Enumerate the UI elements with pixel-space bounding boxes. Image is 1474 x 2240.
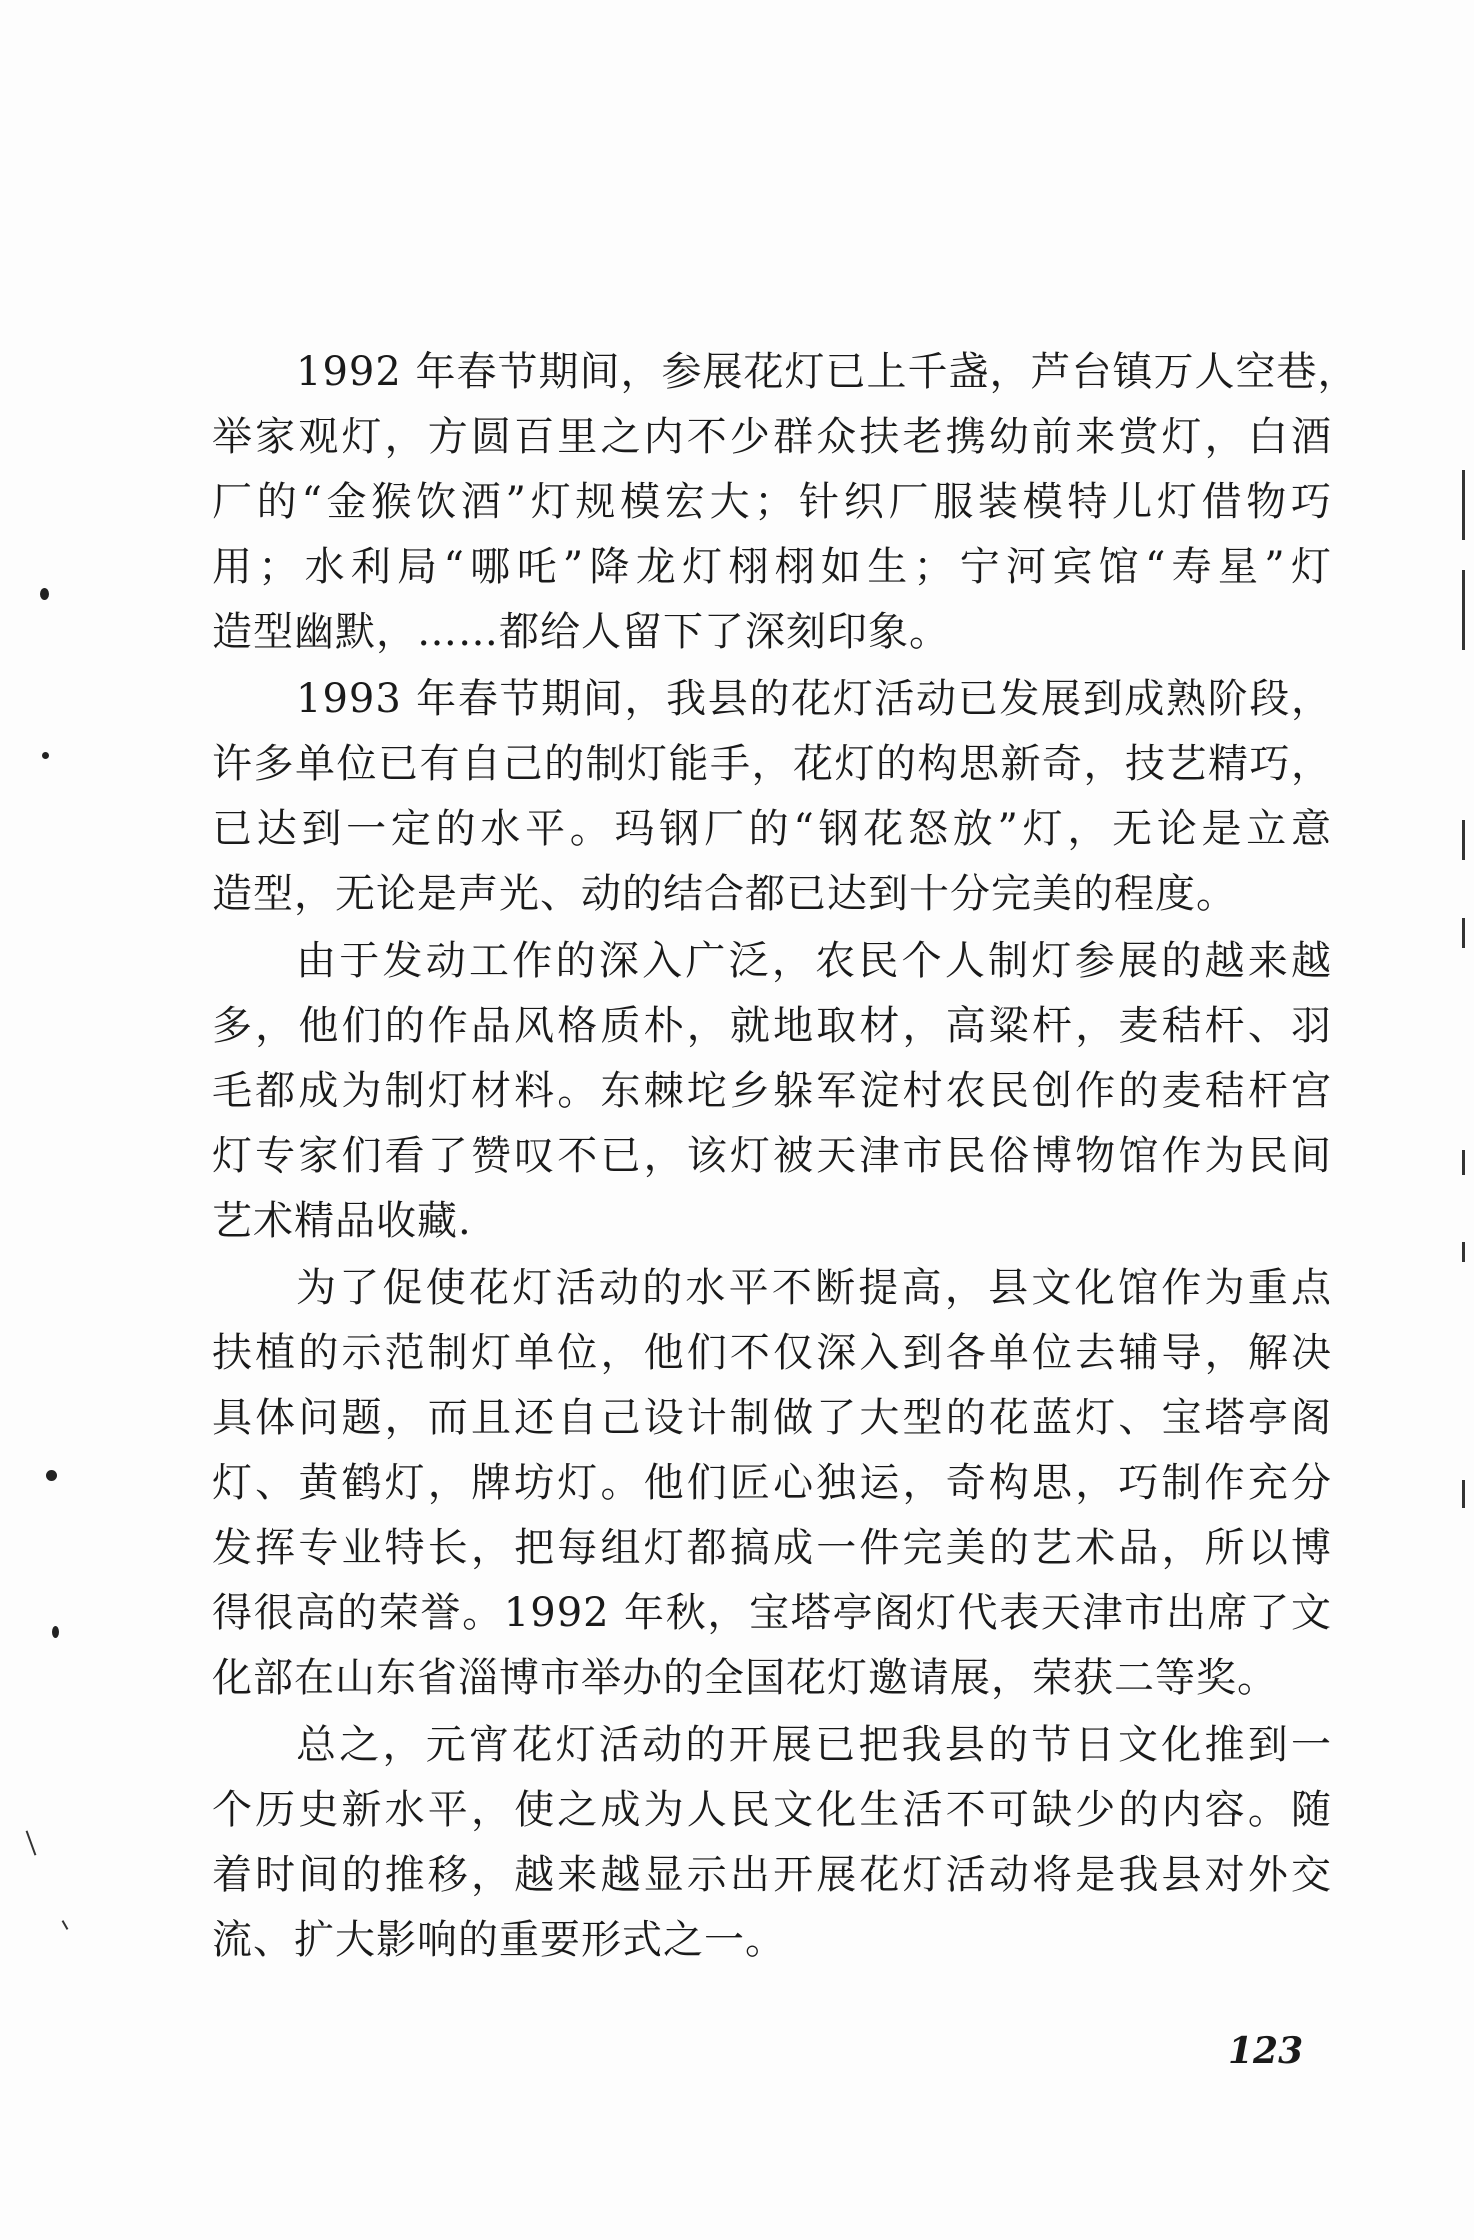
- scan-speck: [42, 752, 49, 759]
- paragraph-4-line-1: 为了促使花灯活动的水平不断提高，县文化馆作为重点: [296, 1265, 1332, 1311]
- page-number: 123: [1228, 2030, 1304, 2072]
- paragraph-1-line-2: 举家观灯，方圆百里之内不少群众扶老携幼前来赏灯，白酒: [212, 414, 1332, 460]
- paragraph-3-line-3: 毛都成为制灯材料。东棘坨乡躲军淀村农民创作的麦秸杆宫: [212, 1068, 1332, 1114]
- paragraph-5-line-1: 总之，元宵花灯活动的开展已把我县的节日文化推到一: [296, 1722, 1332, 1768]
- paragraph-3-line-5: 艺术精品收藏.: [212, 1198, 472, 1244]
- paragraph-4-line-7: 化部在山东省淄博市举办的全国花灯邀请展，荣获二等奖。: [212, 1655, 1278, 1701]
- paragraph-2-line-2: 许多单位已有自己的制灯能手，花灯的构思新奇，技艺精巧，: [212, 741, 1332, 787]
- scan-edge-mark: [1462, 1480, 1465, 1508]
- scan-speck: [52, 1626, 59, 1638]
- paragraph-3-line-2: 多，他们的作品风格质朴，就地取材，高粱杆，麦秸杆、羽: [212, 1003, 1332, 1049]
- paragraph-4-line-3: 具体问题，而且还自己设计制做了大型的花蓝灯、宝塔亭阁: [212, 1395, 1332, 1441]
- paragraph-1-line-3: 厂的“金猴饮酒”灯规模宏大；针织厂服装模特儿灯借物巧: [212, 479, 1332, 525]
- scan-streak: [62, 1920, 69, 1930]
- paragraph-2-line-4: 造型，无论是声光、动的结合都已达到十分完美的程度。: [212, 871, 1237, 917]
- scan-streak: [26, 1830, 37, 1855]
- scan-edge-mark: [1462, 918, 1465, 948]
- paragraph-4-line-6: 得很高的荣誉。1992 年秋，宝塔亭阁灯代表天津市出席了文: [212, 1590, 1332, 1636]
- scan-edge-mark: [1462, 1150, 1465, 1175]
- paragraph-4-line-5: 发挥专业特长，把每组灯都搞成一件完美的艺术品，所以博: [212, 1525, 1332, 1571]
- paragraph-4-line-2: 扶植的示范制灯单位，他们不仅深入到各单位去辅导，解决: [212, 1330, 1332, 1376]
- paragraph-3-line-1: 由于发动工作的深入广泛，农民个人制灯参展的越来越: [296, 938, 1332, 984]
- body-text: [212, 340, 1359, 1973]
- scan-speck: [40, 588, 49, 600]
- paragraph-2-line-1: 1993 年春节期间，我县的花灯活动已发展到成熟阶段，: [296, 676, 1332, 722]
- scan-speck: [46, 1470, 57, 1481]
- scan-edge-mark: [1462, 470, 1465, 540]
- paragraph-4-line-4: 灯、黄鹤灯，牌坊灯。他们匠心独运，奇构思，巧制作充分: [212, 1460, 1332, 1506]
- scan-edge-mark: [1462, 570, 1465, 650]
- scan-edge-mark: [1462, 1242, 1465, 1262]
- paragraph-5-line-3: 着时间的推移，越来越显示出开展花灯活动将是我县对外交: [212, 1852, 1332, 1898]
- scan-edge-mark: [1462, 820, 1465, 860]
- paragraph-5-line-2: 个历史新水平，使之成为人民文化生活不可缺少的内容。随: [212, 1787, 1332, 1833]
- paragraph-2-line-3: 已达到一定的水平。玛钢厂的“钢花怒放”灯，无论是立意: [212, 806, 1332, 852]
- paragraph-1-line-4: 用；水利局“哪吒”降龙灯栩栩如生；宁河宾馆“寿星”灯: [212, 544, 1332, 590]
- paragraph-5-line-4: 流、扩大影响的重要形式之一。: [212, 1917, 786, 1963]
- paragraph-1-line-1: 1992 年春节期间，参展花灯已上千盏，芦台镇万人空巷，: [296, 349, 1359, 395]
- paragraph-3-line-4: 灯专家们看了赞叹不已，该灯被天津市民俗博物馆作为民间: [212, 1133, 1332, 1179]
- paragraph-1-line-5: 造型幽默，……都给人留下了深刻印象。: [212, 609, 950, 655]
